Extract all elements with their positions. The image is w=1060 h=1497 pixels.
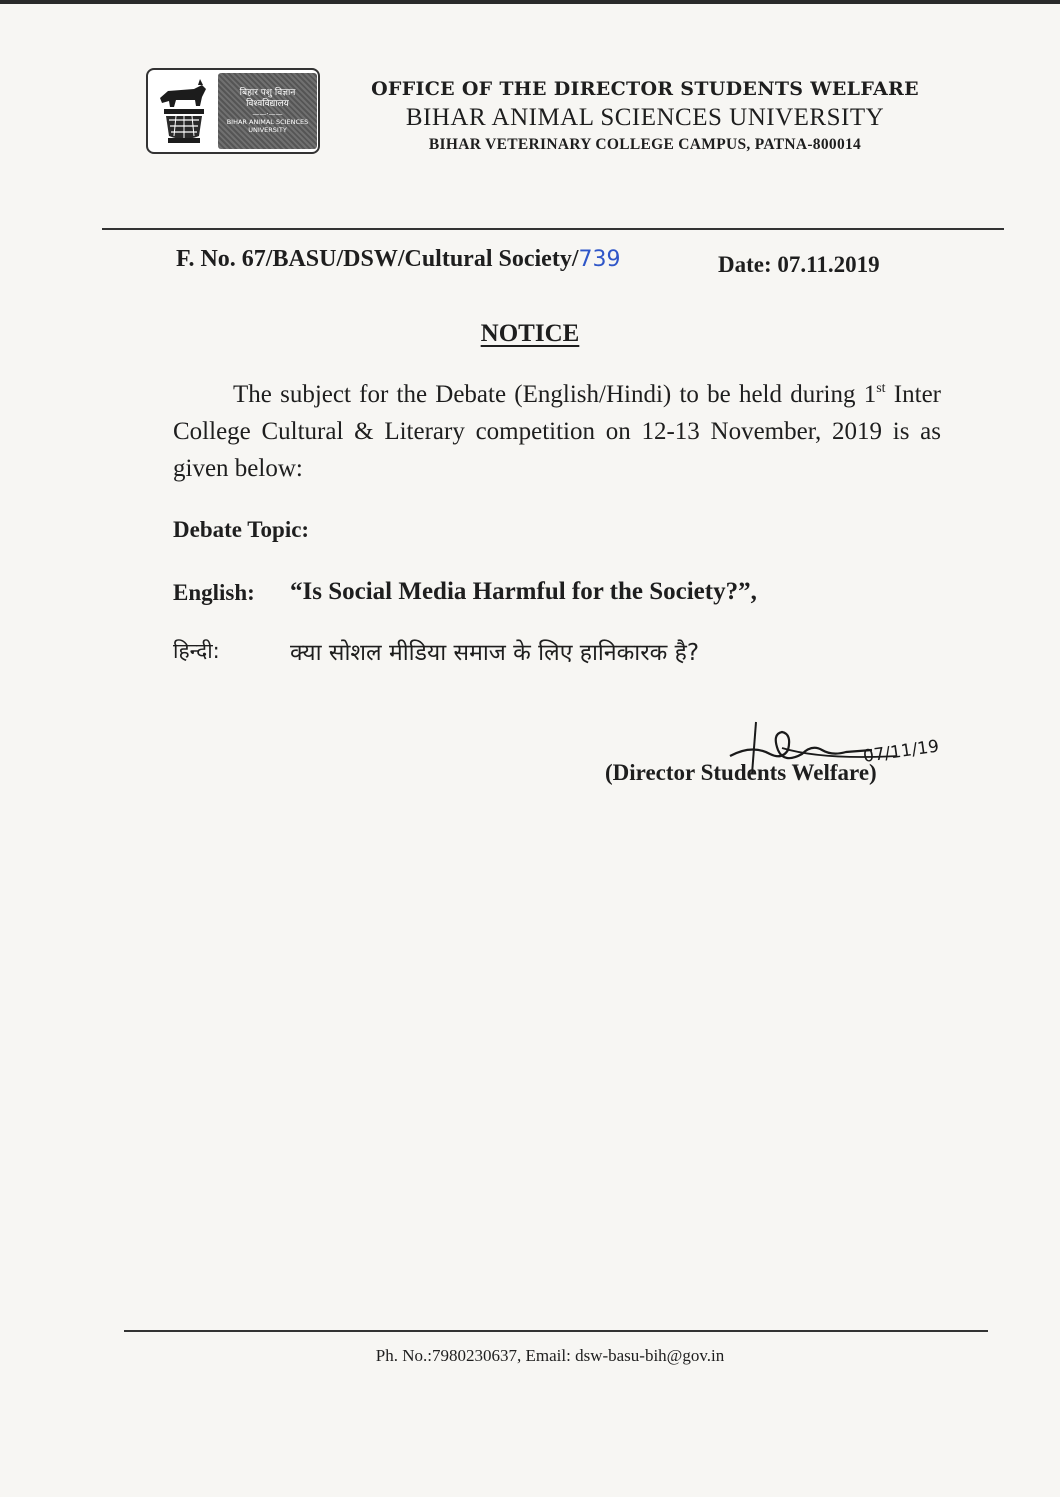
logo-hindi-line2: विश्वविद्यालय	[246, 99, 289, 109]
cow-emblem-icon	[154, 76, 214, 148]
english-label: English:	[173, 580, 255, 605]
file-number	[176, 246, 620, 273]
university-name: BIHAR ANIMAL SCIENCES UNIVERSITY	[405, 104, 885, 131]
body-text-part2: Inter College Cultural & Literary competition on 12-13 November, 2019 is as given below:	[173, 381, 941, 482]
signatory-designation: (Director Students Welfare)	[605, 760, 877, 785]
scan-edge	[0, 0, 1060, 4]
logo-text-panel	[218, 73, 317, 149]
logo-hindi-line1: बिहार पशु विज्ञान	[239, 88, 296, 98]
university-logo	[146, 68, 320, 154]
header-divider	[102, 228, 1004, 230]
logo-separator: ——·——	[252, 110, 283, 118]
hindi-topic: क्या सोशल मीडिया समाज के लिए हानिकारक है?	[290, 640, 700, 666]
hindi-label: हिन्दी:	[173, 639, 220, 663]
campus-address: BIHAR VETERINARY COLLEGE CAMPUS, PATNA-800014	[428, 136, 862, 153]
footer-contact: Ph. No.:7980230637, Email: dsw-basu-bih@gov.in	[375, 1346, 725, 1365]
file-number-text: F. No. 67/BASU/DSW/Cultural Society/	[176, 246, 579, 272]
handwritten-file-number: 739	[578, 247, 621, 272]
signature-date: 07/11/19	[861, 736, 941, 767]
notice-heading: NOTICE	[480, 320, 580, 347]
footer-divider	[124, 1330, 988, 1332]
body-text-part1: The subject for the Debate (English/Hindi) to be held during 1	[233, 381, 877, 408]
ordinal-suffix: st	[876, 381, 886, 396]
logo-english-line1: BIHAR ANIMAL SCIENCES	[226, 118, 309, 126]
notice-date: Date: 07.11.2019	[718, 252, 880, 277]
debate-topic-label: Debate Topic:	[173, 517, 310, 542]
notice-body	[173, 376, 941, 487]
office-title: OFFICE OF THE DIRECTOR STUDENTS WELFARE	[371, 78, 919, 100]
english-topic: “Is Social Media Harmful for the Society?”,	[290, 578, 757, 605]
logo-english-line2: UNIVERSITY	[248, 126, 287, 134]
